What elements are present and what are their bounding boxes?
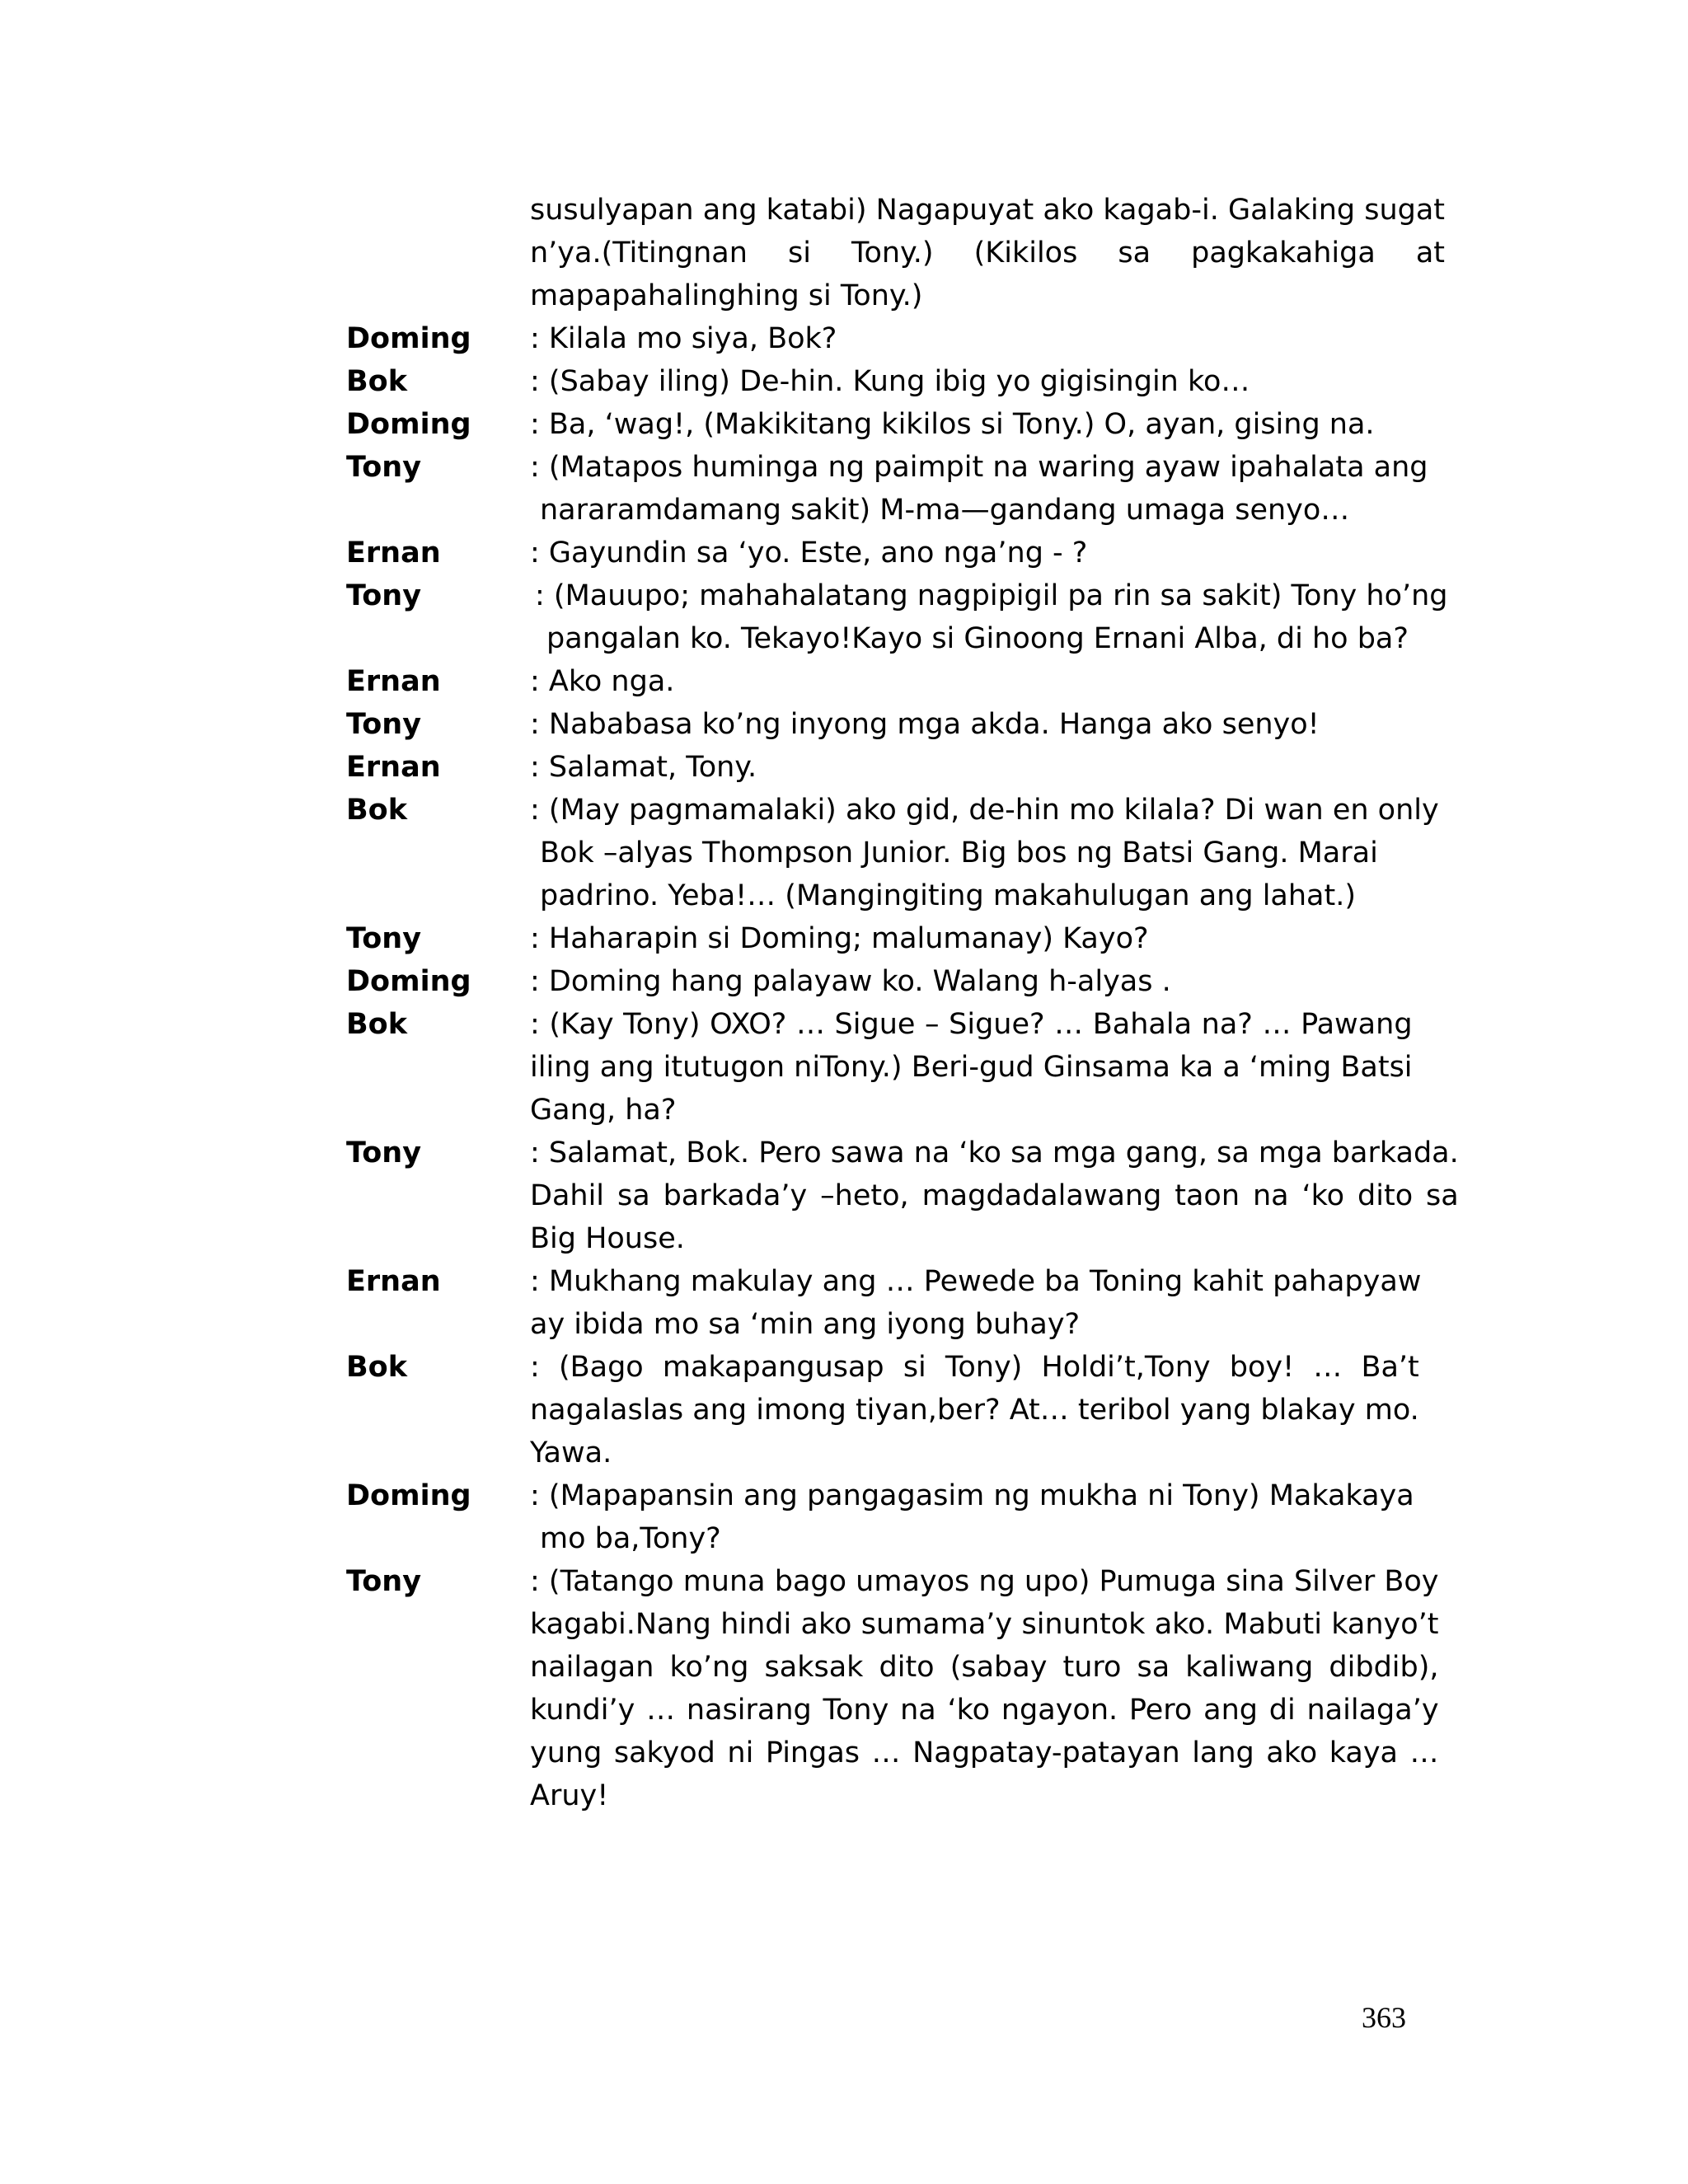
dialogue-line: kundi’y … nasirang Tony na ‘ko ngayon. Pero ang di nailaga’y — [530, 1694, 1439, 1727]
dialogue-line: : Gayundin sa ‘yo. Este, ano nga’ng - ? — [530, 537, 1088, 569]
dialogue-line: susulyapan ang katabi) Nagapuyat ako kagab-i. Galaking sugat — [530, 194, 1446, 227]
dialogue-line: Big House. — [530, 1222, 685, 1255]
dialogue-line: : Ako nga. — [530, 665, 675, 698]
dialogue-line: nailagan ko’ng saksak dito (sabay turo sa kaliwang dibdib), — [530, 1651, 1439, 1684]
dialogue-row — [346, 789, 1439, 917]
dialogue-line: : (Tatango muna bago umayos ng upo) Pumuga sina Silver Boy — [530, 1565, 1439, 1598]
dialogue-line: n’ya.(Titingnan si Tony.) (Kikilos sa pagkakahiga at — [530, 237, 1446, 269]
dialogue-text — [530, 403, 1409, 446]
dialogue-text — [530, 1346, 1419, 1474]
speaker-name: Doming — [346, 408, 471, 441]
dialogue-line: pangalan ko. Tekayo!Kayo si Ginoong Ernani Alba, di ho ba? — [546, 622, 1409, 655]
dialogue-line: : (Sabay iling) De-hin. Kung ibig yo gigisingin ko… — [530, 365, 1250, 398]
dialogue-line: Aruy! — [530, 1779, 609, 1812]
dialogue-row — [346, 917, 1409, 960]
dialogue-row — [346, 1260, 1422, 1346]
dialogue-text — [530, 189, 1445, 317]
dialogue-row — [346, 189, 1446, 317]
dialogue-line: mo ba,Tony? — [540, 1522, 721, 1555]
speaker-name: Ernan — [346, 1265, 441, 1298]
dialogue-row — [346, 446, 1428, 532]
dialogue-line: : Salamat, Bok. Pero sawa na ‘ko sa mga gang, sa mga barkada. — [530, 1137, 1459, 1169]
dialogue-line: Dahil sa barkada’y –heto, magdadalawang taon na ‘ko dito sa — [530, 1179, 1459, 1212]
dialogue-text — [530, 746, 1409, 789]
dialogue-text — [530, 1003, 1413, 1132]
page-number: 363 — [1362, 2001, 1406, 2034]
dialogue-line: yung sakyod ni Pingas … Nagpatay-patayan lang ako kaya … — [530, 1736, 1439, 1769]
dialogue-text — [530, 1474, 1414, 1560]
dialogue-line: : Mukhang makulay ang … Pewede ba Toning kahit pahapyaw — [530, 1265, 1422, 1298]
dialogue-line: : (May pagmamalaki) ako gid, de-hin mo kilala? Di wan en only — [530, 794, 1439, 827]
dialogue-row — [346, 660, 1409, 703]
dialogue-text — [530, 574, 1448, 660]
dialogue-line: : Nababasa ko’ng inyong mga akda. Hanga ako senyo! — [530, 708, 1320, 741]
dialogue-text — [530, 1560, 1439, 1817]
dialogue-row — [346, 1132, 1459, 1260]
dialogue-text — [530, 960, 1409, 1003]
dialogue-text — [530, 789, 1439, 917]
dialogue-row — [346, 703, 1409, 746]
speaker-name: Tony — [346, 579, 422, 612]
dialogue-line: : (Mauupo; mahahalatang nagpipigil pa rin sa sakit) Tony ho’ng — [535, 579, 1448, 612]
dialogue-line: padrino. Yeba!… (Mangingiting makahulugan ang lahat.) — [540, 879, 1356, 912]
dialogue-text — [530, 660, 1409, 703]
dialogue-line: Gang, ha? — [530, 1094, 677, 1127]
dialogue-text — [530, 703, 1409, 746]
speaker-name: Bok — [346, 1351, 407, 1384]
dialogue-line: Bok –alyas Thompson Junior. Big bos ng Batsi Gang. Marai — [540, 837, 1378, 869]
dialogue-line: : Kilala mo siya, Bok? — [530, 322, 837, 355]
dialogue-line: ay ibida mo sa ‘min ang iyong buhay? — [530, 1308, 1081, 1341]
dialogue-row — [346, 960, 1409, 1003]
speaker-name: Tony — [346, 1137, 422, 1169]
speaker-name: Doming — [346, 322, 471, 355]
dialogue-row — [346, 532, 1409, 574]
dialogue-line: Yawa. — [530, 1436, 612, 1469]
dialogue-line: : (Mapapansin ang pangagasim ng mukha ni Tony) Makakaya — [530, 1479, 1414, 1512]
dialogue-line: : (Matapos huminga ng paimpit na waring ayaw ipahalata ang — [530, 451, 1428, 484]
dialogue-row — [346, 1003, 1413, 1132]
dialogue-row — [346, 1560, 1439, 1817]
dialogue-line: nararamdamang sakit) M-ma—gandang umaga senyo… — [540, 494, 1350, 527]
dialogue-row — [346, 574, 1448, 660]
speaker-name: Ernan — [346, 665, 441, 698]
dialogue-row — [346, 1474, 1414, 1560]
dialogue-text — [530, 917, 1409, 960]
dialogue-row — [346, 1346, 1419, 1474]
dialogue-line: iling ang itutugon niTony.) Beri-gud Ginsama ka a ‘ming Batsi — [530, 1051, 1413, 1084]
speaker-name: Tony — [346, 1565, 422, 1598]
speaker-name: Bok — [346, 365, 407, 398]
speaker-name: Doming — [346, 965, 471, 998]
dialogue-text — [530, 1132, 1459, 1260]
dialogue-text — [530, 360, 1409, 403]
speaker-name: Bok — [346, 794, 407, 827]
dialogue-text — [530, 532, 1409, 574]
dialogue-line: : Doming hang palayaw ko. Walang h-alyas . — [530, 965, 1171, 998]
speaker-name: Ernan — [346, 537, 441, 569]
dialogue-line: : Haharapin si Doming; malumanay) Kayo? — [530, 922, 1149, 955]
speaker-name: Tony — [346, 451, 422, 484]
dialogue-line: : Ba, ‘wag!, (Makikitang kikilos si Tony.) O, ayan, gising na. — [530, 408, 1375, 441]
dialogue-line: nagalaslas ang imong tiyan,ber? At… teribol yang blakay mo. — [530, 1394, 1419, 1427]
speaker-name: Tony — [346, 922, 422, 955]
dialogue-line: : (Kay Tony) OXO? … Sigue – Sigue? … Bahala na? … Pawang — [530, 1008, 1413, 1041]
dialogue-text — [530, 317, 1409, 360]
speaker-name: Ernan — [346, 751, 441, 784]
dialogue-row — [346, 746, 1409, 789]
dialogue-line: kagabi.Nang hindi ako sumama’y sinuntok ako. Mabuti kanyo’t — [530, 1608, 1439, 1641]
dialogue-text — [530, 446, 1428, 532]
dialogue-row — [346, 317, 1409, 360]
dialogue-line: : Salamat, Tony. — [530, 751, 757, 784]
dialogue-row — [346, 360, 1409, 403]
speaker-name: Tony — [346, 708, 422, 741]
dialogue-line: : (Bago makapangusap si Tony) Holdi’t,Tony boy! … Ba’t — [530, 1351, 1419, 1384]
dialogue-line: mapapahalinghing si Tony.) — [530, 279, 923, 312]
script-dialogue — [346, 189, 1459, 1817]
speaker-name: Bok — [346, 1008, 407, 1041]
dialogue-text — [530, 1260, 1421, 1346]
dialogue-row — [346, 403, 1409, 446]
speaker-name: Doming — [346, 1479, 471, 1512]
